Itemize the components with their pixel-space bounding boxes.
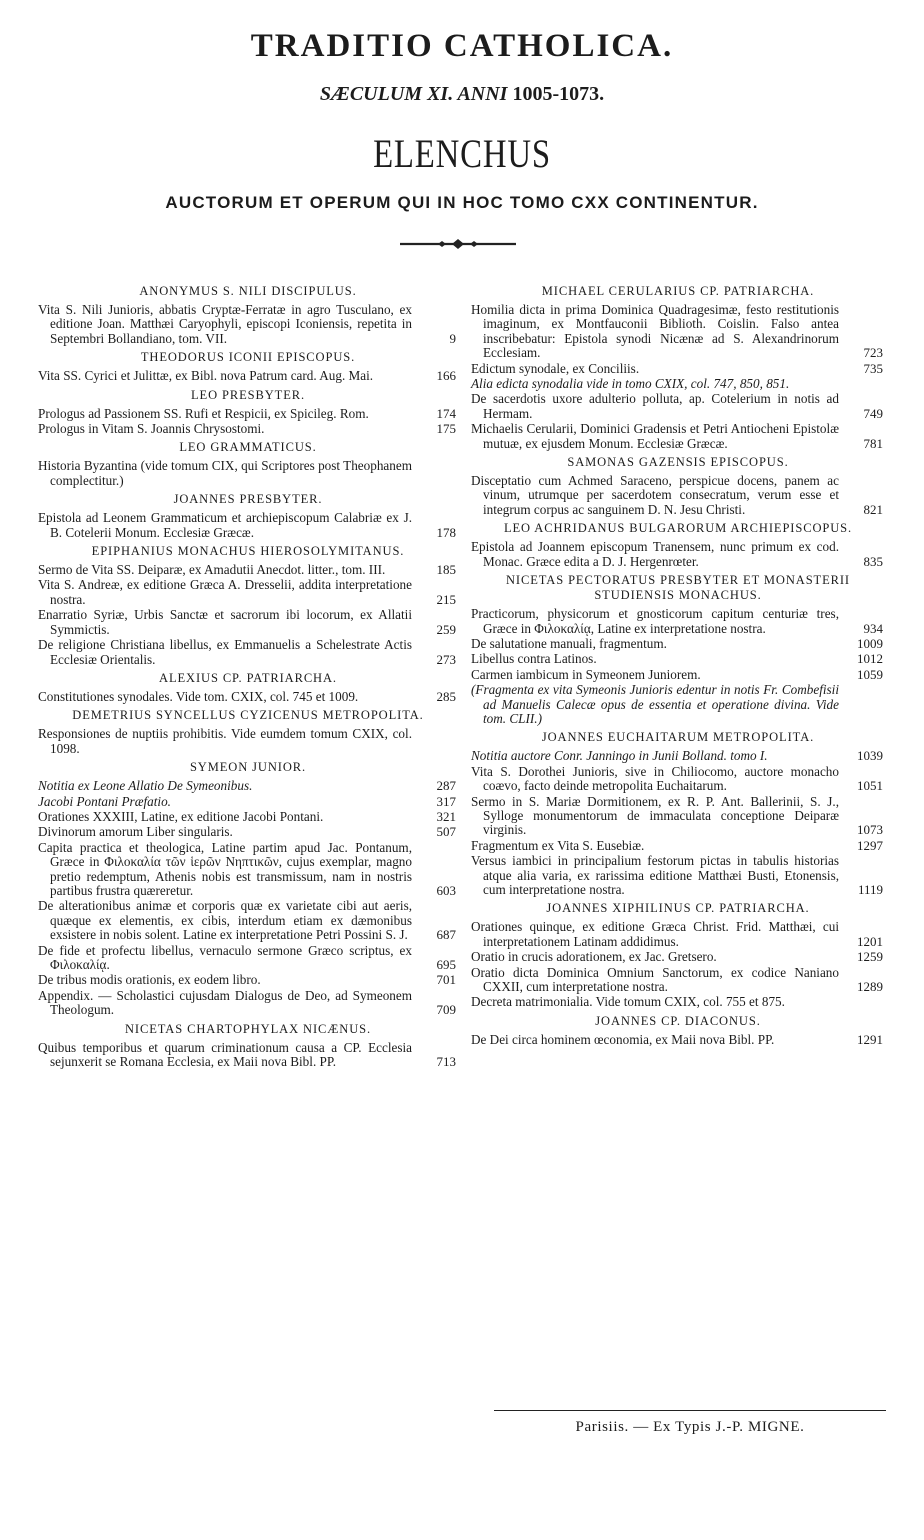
column-number: 723 bbox=[863, 345, 883, 361]
work-title: Sermo de Vita SS. Deiparæ, ex Amadutii Anecdot. litter., tom. III. bbox=[38, 562, 386, 578]
work-title: Libellus contra Latinos. bbox=[471, 651, 597, 667]
work-title: Responsiones de nuptiis prohibitis. Vide eumdem tomum CXIX, col. 1098. bbox=[38, 726, 412, 756]
work-title: Practicorum, physicorum et gnosticorum capitum centuriæ tres, Græce in Φιλοκαλίᾳ, Latine ex interpretatione nostra. bbox=[471, 606, 839, 636]
column-number: 1009 bbox=[857, 635, 883, 651]
work-title: Alia edicta synodalia vide in tomo CXIX, col. 747, 850, 851. bbox=[471, 376, 790, 392]
column-number: 835 bbox=[863, 553, 883, 569]
work-entry bbox=[471, 652, 885, 666]
column-number: 1039 bbox=[857, 748, 883, 764]
column-number: 166 bbox=[436, 368, 456, 384]
work-entry bbox=[38, 422, 458, 436]
work-title: Oratio dicta Dominica Omnium Sanctorum, ex codice Naniano CXXII, cum interpretatione nostra. bbox=[471, 964, 839, 995]
column-number: 1059 bbox=[857, 666, 883, 682]
work-entry bbox=[38, 369, 458, 383]
work-entry bbox=[38, 511, 458, 540]
column-number: 259 bbox=[436, 621, 456, 637]
work-title: Michaelis Cerularii, Dominici Gradensis et Petri Antiocheni Epistolæ mutuæ, ex ejusdem Monum. Ecclesiæ Græcæ. bbox=[471, 421, 839, 451]
work-entry bbox=[471, 540, 885, 569]
author-heading: SAMONAS GAZENSIS EPISCOPUS. bbox=[567, 455, 789, 470]
author-heading: ALEXIUS CP. PATRIARCHA. bbox=[159, 670, 337, 685]
work-entry bbox=[38, 989, 458, 1018]
work-entry bbox=[38, 690, 458, 704]
work-entry bbox=[471, 749, 885, 763]
work-title: Notitia auctore Conr. Janningo in Junii Bolland. tomo I. bbox=[471, 748, 768, 764]
column-number: 1259 bbox=[857, 949, 883, 965]
column-number: 317 bbox=[436, 793, 456, 809]
column-number: 174 bbox=[436, 405, 456, 421]
work-entry bbox=[38, 825, 458, 839]
work-title: De alterationibus animæ et corporis quæ ex varietate cibi aut aeris, quæque ex elementis, ex cibis, interdum etiam ex dæmonibus exsistere in nobis solent. Latine ex interpretatione Petri Possini S. J. bbox=[38, 898, 412, 943]
column-number: 1051 bbox=[857, 778, 883, 794]
work-title: Divinorum amorum Liber singularis. bbox=[38, 824, 233, 840]
work-entry bbox=[471, 683, 885, 726]
work-entry bbox=[38, 459, 458, 488]
work-title: Jacobi Pontani Præfatio. bbox=[38, 793, 171, 809]
work-entry bbox=[38, 899, 458, 942]
work-entry bbox=[471, 377, 885, 391]
author-heading: LEO GRAMMATICUS. bbox=[179, 440, 317, 455]
column-number: 285 bbox=[436, 688, 456, 704]
column-number: 1291 bbox=[857, 1031, 883, 1047]
work-entry bbox=[38, 795, 458, 809]
column-number: 9 bbox=[449, 330, 456, 346]
column-number: 1012 bbox=[857, 651, 883, 667]
column-number: 713 bbox=[436, 1054, 456, 1070]
page-title: TRADITIO CATHOLICA. bbox=[250, 28, 674, 64]
work-entry bbox=[471, 854, 885, 897]
column-number: 603 bbox=[436, 882, 456, 898]
work-entry bbox=[471, 422, 885, 451]
column-number: 1297 bbox=[857, 837, 883, 853]
work-title: Vita SS. Cyrici et Julittæ, ex Bibl. nova Patrum card. Aug. Mai. bbox=[38, 368, 374, 384]
work-entry bbox=[471, 839, 885, 853]
work-entry bbox=[471, 795, 885, 838]
column-number: 749 bbox=[863, 405, 883, 421]
column-number: 185 bbox=[436, 562, 456, 578]
work-title: De tribus modis orationis, ex eodem libro. bbox=[38, 972, 261, 988]
author-heading: ANONYMUS S. NILI DISCIPULUS. bbox=[139, 284, 357, 298]
imprint-footer: Parisiis. — Ex Typis J.-P. MIGNE. bbox=[575, 1419, 805, 1435]
work-entry bbox=[471, 362, 885, 376]
work-entry bbox=[471, 1033, 885, 1047]
work-title: Prologus ad Passionem SS. Rufi et Respicii, ex Spicileg. Rom. bbox=[38, 405, 369, 421]
author-heading: JOANNES PRESBYTER. bbox=[173, 492, 323, 507]
work-title: Quibus temporibus et quarum criminationum causa a CP. Ecclesia sejunxerit se Romana Ecclesia, ex Maii nova Bibl. PP. bbox=[38, 1039, 412, 1070]
column-number: 215 bbox=[436, 591, 456, 607]
column-number: 178 bbox=[436, 524, 456, 540]
column-number: 1289 bbox=[857, 979, 883, 995]
column-number: 1119 bbox=[857, 882, 883, 897]
author-heading: NICETAS CHARTOPHYLAX NICÆNUS. bbox=[124, 1021, 371, 1036]
column-number: 1073 bbox=[857, 822, 883, 838]
left-column bbox=[38, 280, 458, 1070]
column-number: 287 bbox=[436, 778, 456, 794]
right-column bbox=[471, 280, 885, 1048]
work-entry bbox=[38, 727, 458, 756]
contents-heading: AUCTORUM ET OPERUM QUI IN HOC TOMO CXX CONTINENTUR. bbox=[165, 193, 759, 212]
author-heading: LEO PRESBYTER. bbox=[191, 387, 305, 402]
author-heading: EPIPHANIUS MONACHUS HIEROSOLYMITANUS. bbox=[91, 544, 405, 559]
work-title: Fragmentum ex Vita S. Eusebiæ. bbox=[471, 837, 645, 853]
elenchus-heading: ELENCHUS bbox=[373, 131, 551, 176]
work-title: De salutatione manuali, fragmentum. bbox=[471, 635, 667, 651]
work-entry bbox=[38, 1041, 458, 1070]
work-entry bbox=[471, 637, 885, 651]
work-entry bbox=[38, 973, 458, 987]
column-number: 735 bbox=[863, 360, 883, 376]
work-title: Historia Byzantina (vide tomum CIX, qui Scriptores post Theophanem complectitur.) bbox=[38, 458, 412, 488]
ornament-divider bbox=[398, 238, 518, 250]
work-title: Epistola ad Joannem episcopum Tranensem, nunc primum ex cod. Monac. Græce edita a D. J. Hergenrœter. bbox=[471, 539, 839, 569]
subtitle-years: 1005-1073. bbox=[512, 83, 605, 105]
work-entry bbox=[471, 920, 885, 949]
work-entry bbox=[471, 950, 885, 964]
work-title: Oratio in crucis adorationem, ex Jac. Gretsero. bbox=[471, 949, 717, 965]
work-entry bbox=[471, 474, 885, 517]
column-number: 709 bbox=[436, 1002, 456, 1018]
work-entry bbox=[38, 841, 458, 899]
work-entry bbox=[38, 578, 458, 607]
work-title: (Fragmenta ex vita Symeonis Junioris edentur in notis Fr. Combefisii ad Manuelis Calecæ opus de essentia et operatione divina. Vide tom. CLII.) bbox=[471, 682, 839, 726]
author-heading: SYMEON JUNIOR. bbox=[189, 760, 307, 775]
work-title: Edictum synodale, ex Conciliis. bbox=[471, 360, 640, 376]
column-number: 934 bbox=[863, 620, 883, 636]
work-entry bbox=[38, 638, 458, 667]
column-number: 781 bbox=[863, 435, 883, 451]
work-entry bbox=[38, 303, 458, 346]
work-title: Versus iambici in principalium festorum pictas in tabulis historias atque alia varia, ex rarissima editione Matthæi Busti, Etonensis, cum interpretatione nostra. bbox=[471, 853, 839, 897]
work-entry bbox=[38, 608, 458, 637]
work-entry bbox=[38, 944, 458, 973]
subtitle-label: SÆCULUM XI. ANNI bbox=[319, 83, 508, 105]
column-number: 695 bbox=[436, 957, 456, 972]
work-entry bbox=[38, 779, 458, 793]
work-title: Vita S. Dorothei Junioris, sive in Chiliocomo, auctore monacho coævo, facto deinde metropolita Euchaitarum. bbox=[471, 763, 839, 794]
work-entry bbox=[471, 392, 885, 421]
work-entry bbox=[471, 995, 885, 1009]
work-title: De fide et profectu libellus, vernaculo sermone Græco scriptus, ex Φιλοκαλίᾳ. bbox=[38, 942, 412, 972]
work-title: De Dei circa hominem œconomia, ex Maii nova Bibl. PP. bbox=[471, 1031, 775, 1047]
author-heading: NICETAS PECTORATUS PRESBYTER ET MONASTERII STUDIENSIS MONACHUS. bbox=[505, 573, 850, 603]
column-number: 687 bbox=[436, 927, 456, 943]
work-title: Epistola ad Leonem Grammaticum et archiepiscopum Calabriæ ex J. B. Cotelerii Monum. Ecclesiæ Græcæ. bbox=[38, 510, 412, 540]
work-entry bbox=[471, 303, 885, 361]
column-number: 175 bbox=[436, 421, 456, 437]
work-title: Vita S. Nili Junioris, abbatis Cryptæ-Ferratæ in agro Tusculano, ex editione Joan. Matthæi Caryophyli, episcopi Iconiensis, repetita in Septembri Bollandiano, tom. VII. bbox=[38, 302, 412, 346]
author-heading: THEODORUS ICONII EPISCOPUS. bbox=[140, 350, 356, 365]
work-title: De religione Christiana libellus, ex Emmanuelis a Schelestrate Actis Ecclesiæ Orientalis. bbox=[38, 637, 412, 667]
column-number: 507 bbox=[436, 824, 456, 840]
work-entry bbox=[471, 966, 885, 995]
column-number: 273 bbox=[436, 651, 456, 667]
work-entry bbox=[38, 407, 458, 421]
work-title: Vita S. Andreæ, ex editione Græca A. Dresselii, addita interpretatione nostra. bbox=[38, 577, 412, 607]
work-title: Prologus in Vitam S. Joannis Chrysostomi. bbox=[38, 421, 265, 437]
work-title: Orationes quinque, ex editione Græca Christ. Frid. Matthæi, cui interpretationem Latinam addidimus. bbox=[471, 919, 839, 949]
column-number: 1201 bbox=[857, 933, 883, 949]
footer-rule bbox=[494, 1410, 886, 1411]
work-title: De sacerdotis uxore adulterio polluta, ap. Cotelerium in notis ad Hermam. bbox=[471, 391, 839, 421]
work-title: Carmen iambicum in Symeonem Juniorem. bbox=[471, 666, 701, 682]
work-title: Enarratio Syriæ, Urbis Sanctæ et sacrorum ibi locorum, ex Allatii Symmictis. bbox=[38, 607, 412, 637]
work-title: Capita practica et theologica, Latine partim apud Jac. Pontanum, Græce in Φιλοκαλία τῶν ἱερῶν Νηπτικῶν, cujus exemplar, magno pretio redemptum, Athenis nobis est transmissum, nam in nostris partibus frustra quæreretur. bbox=[38, 839, 412, 898]
author-heading: MICHAEL CERULARIUS CP. PATRIARCHA. bbox=[541, 284, 815, 298]
work-title: Orationes XXXIII, Latine, ex editione Jacobi Pontani. bbox=[38, 808, 324, 824]
work-title: Disceptatio cum Achmed Saraceno, perspicue docens, panem ac vinum, utrumque per sacerdotem consecratum, verum esse et integrum corpus ac sanguinem D. N. Jesu Christi. bbox=[471, 473, 839, 517]
work-title: Sermo in S. Mariæ Dormitionem, ex R. P. Ant. Ballerinii, S. J., Sylloge monumentorum de immaculata conceptione Deiparæ virginis. bbox=[471, 793, 839, 838]
author-heading: JOANNES CP. DIACONUS. bbox=[595, 1013, 761, 1028]
work-title: Homilia dicta in prima Dominica Quadragesimæ, festo restitutionis imaginum, ex Montfauconii Biblioth. Coislin. Falso antea inscribebatur: Epistola synodi Nicænæ ad S. Alexandrinorum Ecclesiam. bbox=[471, 302, 839, 361]
work-title: Appendix. — Scholastici cujusdam Dialogus de Deo, ad Symeonem Theologum. bbox=[38, 987, 412, 1018]
work-title: Decreta matrimonialia. Vide tomum CXIX, col. 755 et 875. bbox=[471, 994, 785, 1010]
author-heading: JOANNES EUCHAITARUM METROPOLITA. bbox=[541, 730, 815, 745]
work-entry bbox=[38, 810, 458, 824]
author-heading: DEMETRIUS SYNCELLUS CYZICENUS METROPOLITA. bbox=[72, 708, 424, 723]
work-entry bbox=[471, 765, 885, 794]
work-entry bbox=[471, 607, 885, 636]
column-number: 701 bbox=[436, 972, 456, 988]
page-subtitle bbox=[0, 83, 924, 106]
work-title: Constitutiones synodales. Vide tom. CXIX, col. 745 et 1009. bbox=[38, 688, 359, 704]
author-heading: JOANNES XIPHILINUS CP. PATRIARCHA. bbox=[546, 901, 810, 916]
work-title: Notitia ex Leone Allatio De Symeonibus. bbox=[38, 778, 253, 794]
column-number: 321 bbox=[436, 808, 456, 824]
work-entry bbox=[38, 563, 458, 577]
column-number: 821 bbox=[863, 501, 883, 517]
author-heading: LEO ACHRIDANUS BULGARORUM ARCHIEPISCOPUS. bbox=[503, 521, 853, 536]
work-entry bbox=[471, 668, 885, 682]
